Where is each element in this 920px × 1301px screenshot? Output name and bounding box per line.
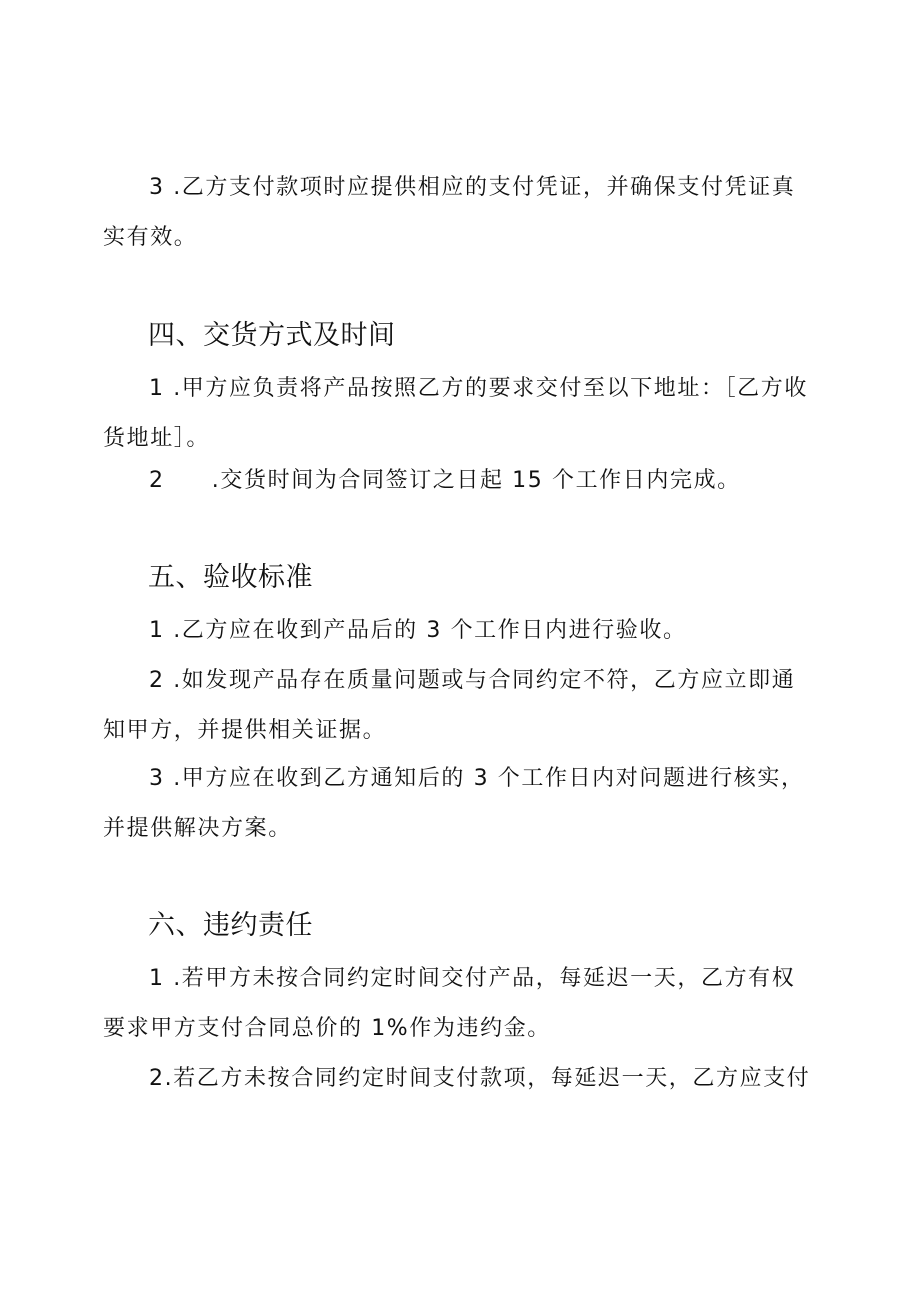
clause-4-1-text: 1 .甲方应负责将产品按照乙方的要求交付至以下地址：［乙方收货地址］。 (103, 376, 808, 451)
clause-3-3-text: 3 .乙方支付款项时应提供相应的支付凭证，并确保支付凭证真实有效。 (103, 175, 796, 250)
clause-4-1 (103, 364, 815, 464)
section-6-heading: 六、违约责任 (148, 910, 313, 941)
clause-4-2-text: 2 .交货时间为合同签订之日起 15 个工作日内完成。 (149, 468, 741, 493)
clause-5-3 (103, 754, 815, 854)
clause-6-1-text: 1 .若甲方未按合同约定时间交付产品，每延迟一天，乙方有权要求甲方支付合同总价的 1%作为违约金。 (103, 966, 796, 1041)
clause-6-2-text: 2.若乙方未按合同约定时间支付款项，每延迟一天，乙方应支付 (149, 1066, 811, 1091)
clause-5-2-text: 2 .如发现产品存在质量问题或与合同约定不符，乙方应立即通知甲方，并提供相关证据。 (103, 668, 796, 743)
clause-5-1-text: 1 .乙方应在收到产品后的 3 个工作日内进行验收。 (149, 618, 687, 643)
section-5-heading: 五、验收标准 (148, 562, 313, 593)
clause-5-1 (103, 606, 815, 656)
clause-3-3 (103, 163, 815, 263)
clause-6-1 (103, 954, 815, 1054)
section-4-heading: 四、交货方式及时间 (148, 320, 396, 351)
clause-5-2 (103, 656, 815, 756)
clause-5-3-text: 3 .甲方应在收到乙方通知后的 3 个工作日内对问题进行核实，并提供解决方案。 (103, 766, 805, 841)
clause-6-2 (103, 1054, 815, 1104)
clause-4-2 (103, 456, 815, 506)
